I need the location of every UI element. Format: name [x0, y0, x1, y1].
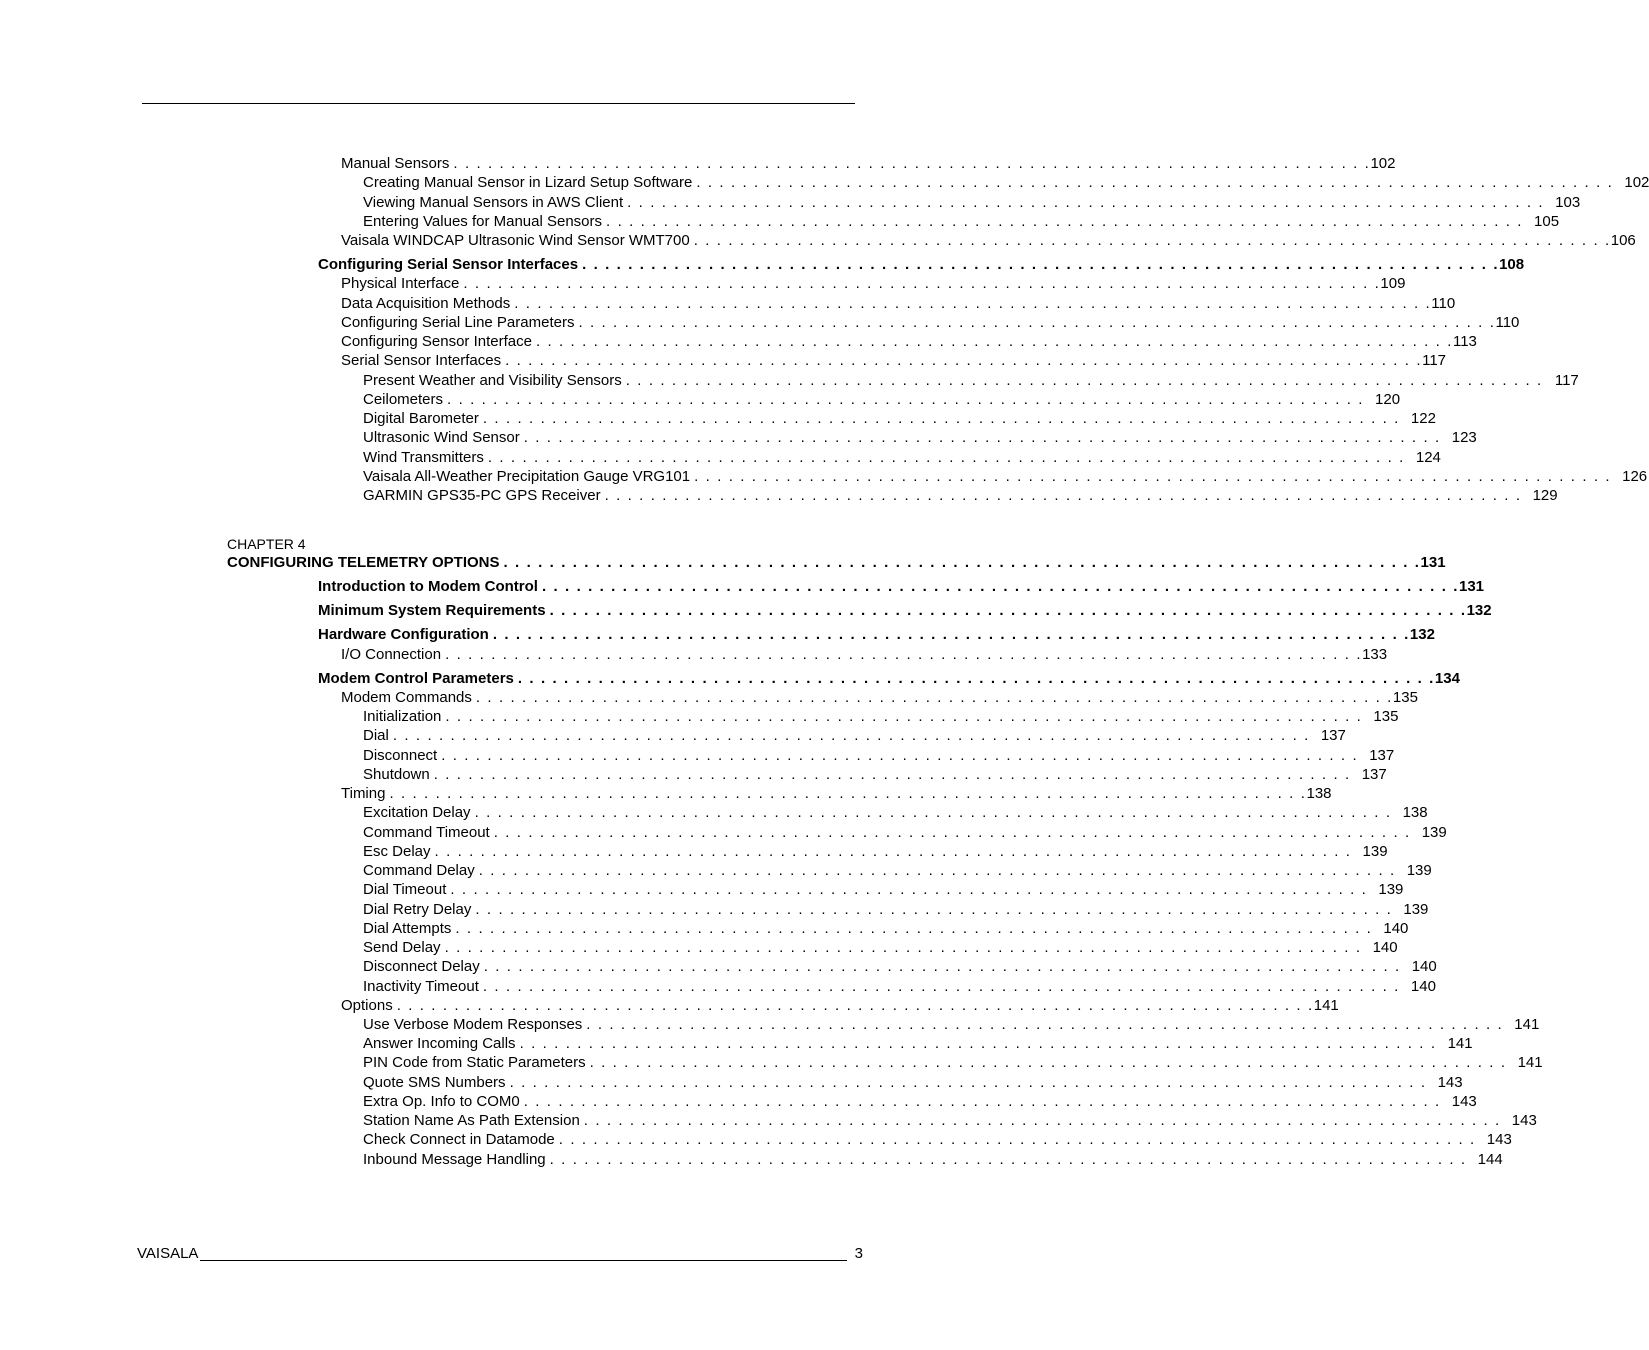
dot-leader: . . . . . . . . . . . . . . . . . . . . . . . . . . . . . . . . . . . . . . . . . . . . . . . . . . . . . . . . . . . . . . . . . . . . . . . . . . . . . . . . [519, 1035, 1437, 1052]
entry-title: Disconnect Delay [363, 958, 480, 975]
subsubsection-entry[interactable] [363, 861, 1432, 880]
dot-leader: . . . . . . . . . . . . . . . . . . . . . . . . . . . . . . . . . . . . . . . . . . . . . . . . . . . . . . . . . . . . . . . . . . . . . . . . . . . . . . . . [589, 1054, 1507, 1071]
entry-page-number: 113 [1452, 333, 1477, 350]
entry-page-number: 139 [1406, 862, 1432, 879]
entry-page-number: 141 [1514, 1016, 1540, 1033]
dot-leader: . . . . . . . . . . . . . . . . . . . . . . . . . . . . . . . . . . . . . . . . . . . . . . . . . . . . . . . . . . . . . . . . . . . . . . . . . . . . . . . . [433, 766, 1351, 783]
entry-page-number: 108 [1499, 256, 1525, 273]
subsection-entry[interactable] [341, 294, 1456, 313]
dot-leader: . . . . . . . . . . . . . . . . . . . . . . . . . . . . . . . . . . . . . . . . . . . . . . . . . . . . . . . . . . . . . . . . . . . . . . . . . . . . . . . . [450, 881, 1368, 898]
dot-leader: . . . . . . . . . . . . . . . . . . . . . . . . . . . . . . . . . . . . . . . . . . . . . . . . . . . . . . . . . . . . . . . . . . . . . . . . . . . . . . . . [487, 449, 1405, 466]
entry-page-number: 131 [1420, 554, 1446, 571]
entry-title: Configuring Sensor Interface [341, 333, 532, 350]
entry-title: Data Acquisition Methods [341, 295, 511, 312]
subsection-entry[interactable] [341, 996, 1339, 1015]
entry-page-number: 140 [1383, 920, 1409, 937]
entry-title: Hardware Configuration [318, 626, 489, 643]
entry-title: Answer Incoming Calls [363, 1035, 516, 1052]
entry-title: Dial [363, 727, 389, 744]
entry-title: Options [341, 997, 393, 1014]
dot-leader: . . . . . . . . . . . . . . . . . . . . . . . . . . . . . . . . . . . . . . . . . . . . . . . . . . . . . . . . . . . . . . . . . . . . . . . . . . . . . . . . [392, 727, 1310, 744]
subsubsection-entry[interactable] [363, 842, 1388, 861]
dot-leader: . . . . . . . . . . . . . . . . . . . . . . . . . . . . . . . . . . . . . . . . . . . . . . . . . . . . . . . . . . . . . . . . . . . . . . . . . . . . . . . . [558, 1131, 1476, 1148]
dot-leader: . . . . . . . . . . . . . . . . . . . . . . . . . . . . . . . . . . . . . . . . . . . . . . . . . . . . . . . . . . . . . . . . . . . . . . . . . . . . . . . . [604, 487, 1522, 504]
dot-leader: . . . . . . . . . . . . . . . . . . . . . . . . . . . . . . . . . . . . . . . . . . . . . . . . . . . . . . . . . . . . . . . . . . . . . . . . . . . . . . . . [444, 939, 1362, 956]
dot-leader: . . . . . . . . . . . . . . . . . . . . . . . . . . . . . . . . . . . . . . . . . . . . . . . . . . . . . . . . . . . . . . . . . . . . . . . . . . . . . . . . [483, 958, 1401, 975]
entry-title: Creating Manual Sensor in Lizard Setup Software [363, 174, 693, 191]
dot-leader: . . . . . . . . . . . . . . . . . . . . . . . . . . . . . . . . . . . . . . . . . . . . . . . . . . . . . . . . . . . . . . . . . . . . . . . . . . . . . . . . [475, 689, 1393, 706]
subsubsection-entry[interactable] [363, 1111, 1537, 1130]
entry-page-number: 124 [1415, 449, 1441, 466]
subsubsection-entry[interactable] [363, 823, 1447, 842]
subsubsection-entry[interactable] [363, 765, 1387, 784]
entry-page-number: 102 [1370, 155, 1396, 172]
dot-leader: . . . . . . . . . . . . . . . . . . . . . . . . . . . . . . . . . . . . . . . . . . . . . . . . . . . . . . . . . . . . . . . . . . . . . . . . . . . . . . . . [514, 295, 1432, 312]
entry-title: Serial Sensor Interfaces [341, 352, 502, 369]
entry-title: Minimum System Requirements [318, 602, 546, 619]
page-number: 3 [854, 1245, 863, 1262]
entry-title: Manual Sensors [341, 155, 450, 172]
entry-title: Station Name As Path Extension [363, 1112, 580, 1129]
section-entry[interactable] [318, 625, 1435, 644]
dot-leader: . . . . . . . . . . . . . . . . . . . . . . . . . . . . . . . . . . . . . . . . . . . . . . . . . . . . . . . . . . . . . . . . . . . . . . . . . . . . . . . . [693, 232, 1611, 249]
dot-leader: . . . . . . . . . . . . . . . . . . . . . . . . . . . . . . . . . . . . . . . . . . . . . . . . . . . . . . . . . . . . . . . . . . . . . . . . . . . . . . . . [627, 194, 1545, 211]
dot-leader: . . . . . . . . . . . . . . . . . . . . . . . . . . . . . . . . . . . . . . . . . . . . . . . . . . . . . . . . . . . . . . . . . . . . . . . . . . . . . . . . [535, 333, 1453, 350]
entry-page-number: 137 [1320, 727, 1346, 744]
subsection-entry[interactable] [341, 313, 1520, 332]
chapter-label: CHAPTER 4 [227, 536, 306, 552]
dot-leader: . . . . . . . . . . . . . . . . . . . . . . . . . . . . . . . . . . . . . . . . . . . . . . . . . . . . . . . . . . . . . . . . . . . . . . . . . . . . . . . . [492, 626, 1410, 643]
section-entry[interactable] [318, 577, 1485, 596]
dot-leader: . . . . . . . . . . . . . . . . . . . . . . . . . . . . . . . . . . . . . . . . . . . . . . . . . . . . . . . . . . . . . . . . . . . . . . . . . . . . . . . . [505, 352, 1423, 369]
dot-leader: . . . . . . . . . . . . . . . . . . . . . . . . . . . . . . . . . . . . . . . . . . . . . . . . . . . . . . . . . . . . . . . . . . . . . . . . . . . . . . . . [389, 785, 1307, 802]
entry-title: Shutdown [363, 766, 430, 783]
entry-page-number: 141 [1313, 997, 1339, 1014]
entry-page-number: 138 [1306, 785, 1332, 802]
subsubsection-entry[interactable] [363, 803, 1428, 822]
dot-leader: . . . . . . . . . . . . . . . . . . . . . . . . . . . . . . . . . . . . . . . . . . . . . . . . . . . . . . . . . . . . . . . . . . . . . . . . . . . . . . . . [503, 554, 1421, 571]
dot-leader: . . . . . . . . . . . . . . . . . . . . . . . . . . . . . . . . . . . . . . . . . . . . . . . . . . . . . . . . . . . . . . . . . . . . . . . . . . . . . . . . [586, 1016, 1504, 1033]
footer-brand: VAISALA [137, 1245, 199, 1262]
entry-title: Ceilometers [363, 391, 444, 408]
subsection-entry[interactable] [341, 688, 1418, 707]
entry-page-number: 103 [1555, 194, 1581, 211]
subsubsection-entry[interactable] [363, 1150, 1503, 1169]
subsubsection-entry[interactable] [363, 467, 1648, 486]
entry-page-number: 129 [1532, 487, 1558, 504]
dot-leader: . . . . . . . . . . . . . . . . . . . . . . . . . . . . . . . . . . . . . . . . . . . . . . . . . . . . . . . . . . . . . . . . . . . . . . . . . . . . . . . . [509, 1074, 1427, 1091]
subsubsection-entry[interactable] [363, 977, 1436, 996]
dot-leader: . . . . . . . . . . . . . . . . . . . . . . . . . . . . . . . . . . . . . . . . . . . . . . . . . . . . . . . . . . . . . . . . . . . . . . . . . . . . . . . . [694, 468, 1612, 485]
dot-leader: . . . . . . . . . . . . . . . . . . . . . . . . . . . . . . . . . . . . . . . . . . . . . . . . . . . . . . . . . . . . . . . . . . . . . . . . . . . . . . . . [453, 155, 1371, 172]
entry-page-number: 123 [1451, 429, 1477, 446]
entry-title: Dial Retry Delay [363, 901, 472, 918]
entry-title: Timing [341, 785, 386, 802]
subsubsection-entry[interactable] [363, 1015, 1540, 1034]
entry-title: GARMIN GPS35-PC GPS Receiver [363, 487, 601, 504]
dot-leader: . . . . . . . . . . . . . . . . . . . . . . . . . . . . . . . . . . . . . . . . . . . . . . . . . . . . . . . . . . . . . . . . . . . . . . . . . . . . . . . . [474, 804, 1392, 821]
dot-leader: . . . . . . . . . . . . . . . . . . . . . . . . . . . . . . . . . . . . . . . . . . . . . . . . . . . . . . . . . . . . . . . . . . . . . . . . . . . . . . . . [463, 275, 1381, 292]
entry-page-number: 106 [1610, 232, 1636, 249]
subsubsection-entry[interactable] [363, 409, 1436, 428]
entry-page-number: 140 [1410, 978, 1436, 995]
entry-title: Excitation Delay [363, 804, 471, 821]
entry-page-number: 140 [1372, 939, 1398, 956]
entry-page-number: 139 [1403, 901, 1429, 918]
entry-page-number: 141 [1517, 1054, 1543, 1071]
entry-page-number: 137 [1361, 766, 1387, 783]
dot-leader: . . . . . . . . . . . . . . . . . . . . . . . . . . . . . . . . . . . . . . . . . . . . . . . . . . . . . . . . . . . . . . . . . . . . . . . . . . . . . . . . [583, 1112, 1501, 1129]
entry-page-number: 132 [1409, 626, 1435, 643]
dot-leader: . . . . . . . . . . . . . . . . . . . . . . . . . . . . . . . . . . . . . . . . . . . . . . . . . . . . . . . . . . . . . . . . . . . . . . . . . . . . . . . . [523, 429, 1441, 446]
section-entry[interactable] [318, 255, 1525, 274]
entry-title: Modem Control Parameters [318, 670, 514, 687]
entry-page-number: 110 [1495, 314, 1520, 331]
entry-title: CONFIGURING TELEMETRY OPTIONS [227, 554, 500, 571]
dot-leader: . . . . . . . . . . . . . . . . . . . . . . . . . . . . . . . . . . . . . . . . . . . . . . . . . . . . . . . . . . . . . . . . . . . . . . . . . . . . . . . . [455, 920, 1373, 937]
dot-leader: . . . . . . . . . . . . . . . . . . . . . . . . . . . . . . . . . . . . . . . . . . . . . . . . . . . . . . . . . . . . . . . . . . . . . . . . . . . . . . . . [396, 997, 1314, 1014]
dot-leader: . . . . . . . . . . . . . . . . . . . . . . . . . . . . . . . . . . . . . . . . . . . . . . . . . . . . . . . . . . . . . . . . . . . . . . . . . . . . . . . . [625, 372, 1543, 389]
dot-leader: . . . . . . . . . . . . . . . . . . . . . . . . . . . . . . . . . . . . . . . . . . . . . . . . . . . . . . . . . . . . . . . . . . . . . . . . . . . . . . . . [434, 843, 1352, 860]
entry-page-number: 117 [1554, 372, 1579, 389]
dot-leader: . . . . . . . . . . . . . . . . . . . . . . . . . . . . . . . . . . . . . . . . . . . . . . . . . . . . . . . . . . . . . . . . . . . . . . . . . . . . . . . . [478, 862, 1396, 879]
entry-page-number: 143 [1511, 1112, 1537, 1129]
entry-title: PIN Code from Static Parameters [363, 1054, 586, 1071]
entry-page-number: 138 [1402, 804, 1428, 821]
subsection-entry[interactable] [341, 154, 1396, 173]
dot-leader: . . . . . . . . . . . . . . . . . . . . . . . . . . . . . . . . . . . . . . . . . . . . . . . . . . . . . . . . . . . . . . . . . . . . . . . . . . . . . . . . [606, 213, 1524, 230]
entry-title: Introduction to Modem Control [318, 578, 538, 595]
subsubsection-entry[interactable] [363, 371, 1579, 390]
subsection-entry[interactable] [341, 231, 1636, 250]
entry-title: Present Weather and Visibility Sensors [363, 372, 622, 389]
entry-page-number: 135 [1373, 708, 1399, 725]
entry-title: Command Delay [363, 862, 475, 879]
entry-page-number: 133 [1362, 646, 1388, 663]
entry-title: Check Connect in Datamode [363, 1131, 555, 1148]
dot-leader: . . . . . . . . . . . . . . . . . . . . . . . . . . . . . . . . . . . . . . . . . . . . . . . . . . . . . . . . . . . . . . . . . . . . . . . . . . . . . . . . [549, 602, 1467, 619]
dot-leader: . . . . . . . . . . . . . . . . . . . . . . . . . . . . . . . . . . . . . . . . . . . . . . . . . . . . . . . . . . . . . . . . . . . . . . . . . . . . . . . . [541, 578, 1459, 595]
entry-page-number: 137 [1369, 747, 1395, 764]
entry-title: Wind Transmitters [363, 449, 484, 466]
entry-page-number: 102 [1624, 174, 1649, 191]
entry-title: Quote SMS Numbers [363, 1074, 506, 1091]
dot-leader: . . . . . . . . . . . . . . . . . . . . . . . . . . . . . . . . . . . . . . . . . . . . . . . . . . . . . . . . . . . . . . . . . . . . . . . . . . . . . . . . [517, 670, 1435, 687]
entry-title: Command Timeout [363, 824, 490, 841]
entry-title: Esc Delay [363, 843, 431, 860]
dot-leader: . . . . . . . . . . . . . . . . . . . . . . . . . . . . . . . . . . . . . . . . . . . . . . . . . . . . . . . . . . . . . . . . . . . . . . . . . . . . . . . . [447, 391, 1365, 408]
entry-page-number: 139 [1362, 843, 1388, 860]
entry-page-number: 140 [1411, 958, 1437, 975]
entry-title: Initialization [363, 708, 442, 725]
subsubsection-entry[interactable] [363, 957, 1437, 976]
entry-title: Use Verbose Modem Responses [363, 1016, 583, 1033]
entry-page-number: 131 [1459, 578, 1485, 595]
subsection-entry[interactable] [341, 332, 1477, 351]
subsubsection-entry[interactable] [363, 707, 1399, 726]
entry-title: Dial Attempts [363, 920, 452, 937]
entry-title: I/O Connection [341, 646, 442, 663]
entry-title: Inbound Message Handling [363, 1151, 546, 1168]
entry-page-number: 105 [1534, 213, 1560, 230]
subsubsection-entry[interactable] [363, 1130, 1512, 1149]
subsection-entry[interactable] [341, 784, 1332, 803]
entry-page-number: 144 [1477, 1151, 1503, 1168]
entry-page-number: 126 [1622, 468, 1648, 485]
subsubsection-entry[interactable] [363, 390, 1401, 409]
section-entry[interactable] [318, 601, 1492, 620]
subsection-entry[interactable] [341, 274, 1406, 293]
subsubsection-entry[interactable] [363, 726, 1346, 745]
subsubsection-entry[interactable] [363, 880, 1404, 899]
subsubsection-entry[interactable] [363, 900, 1429, 919]
entry-page-number: 143 [1437, 1074, 1463, 1091]
chapter-entry[interactable] [227, 553, 1446, 572]
subsubsection-entry[interactable] [363, 486, 1558, 505]
subsubsection-entry[interactable] [363, 938, 1398, 957]
dot-leader: . . . . . . . . . . . . . . . . . . . . . . . . . . . . . . . . . . . . . . . . . . . . . . . . . . . . . . . . . . . . . . . . . . . . . . . . . . . . . . . . [482, 978, 1400, 995]
subsubsection-entry[interactable] [363, 746, 1395, 765]
subsection-entry[interactable] [341, 351, 1447, 370]
dot-leader: . . . . . . . . . . . . . . . . . . . . . . . . . . . . . . . . . . . . . . . . . . . . . . . . . . . . . . . . . . . . . . . . . . . . . . . . . . . . . . . . [578, 314, 1496, 331]
entry-title: Inactivity Timeout [363, 978, 479, 995]
subsubsection-entry[interactable] [363, 448, 1441, 467]
entry-title: Vaisala WINDCAP Ultrasonic Wind Sensor WMT700 [341, 232, 690, 249]
entry-page-number: 120 [1375, 391, 1401, 408]
footer-rule [200, 1260, 846, 1261]
entry-title: Extra Op. Info to COM0 [363, 1093, 520, 1110]
dot-leader: . . . . . . . . . . . . . . . . . . . . . . . . . . . . . . . . . . . . . . . . . . . . . . . . . . . . . . . . . . . . . . . . . . . . . . . . . . . . . . . . [523, 1093, 1441, 1110]
entry-title: Disconnect [363, 747, 438, 764]
entry-page-number: 143 [1451, 1093, 1477, 1110]
entry-page-number: 143 [1486, 1131, 1512, 1148]
section-entry[interactable] [318, 669, 1460, 688]
entry-page-number: 141 [1447, 1035, 1473, 1052]
page-footer [137, 1243, 863, 1263]
entry-page-number: 134 [1434, 670, 1460, 687]
entry-page-number: 135 [1392, 689, 1418, 706]
dot-leader: . . . . . . . . . . . . . . . . . . . . . . . . . . . . . . . . . . . . . . . . . . . . . . . . . . . . . . . . . . . . . . . . . . . . . . . . . . . . . . . . [493, 824, 1411, 841]
entry-title: Viewing Manual Sensors in AWS Client [363, 194, 624, 211]
entry-title: Digital Barometer [363, 410, 479, 427]
entry-title: Vaisala All-Weather Precipitation Gauge VRG101 [363, 468, 691, 485]
subsubsection-entry[interactable] [363, 1034, 1473, 1053]
entry-title: Modem Commands [341, 689, 472, 706]
dot-leader: . . . . . . . . . . . . . . . . . . . . . . . . . . . . . . . . . . . . . . . . . . . . . . . . . . . . . . . . . . . . . . . . . . . . . . . . . . . . . . . . [475, 901, 1393, 918]
subsubsection-entry[interactable] [363, 1092, 1477, 1111]
entry-page-number: 122 [1410, 410, 1436, 427]
entry-page-number: 132 [1466, 602, 1492, 619]
entry-title: Send Delay [363, 939, 441, 956]
subsubsection-entry[interactable] [363, 173, 1649, 192]
subsection-entry[interactable] [341, 645, 1388, 664]
dot-leader: . . . . . . . . . . . . . . . . . . . . . . . . . . . . . . . . . . . . . . . . . . . . . . . . . . . . . . . . . . . . . . . . . . . . . . . . . . . . . . . . [441, 747, 1359, 764]
dot-leader: . . . . . . . . . . . . . . . . . . . . . . . . . . . . . . . . . . . . . . . . . . . . . . . . . . . . . . . . . . . . . . . . . . . . . . . . . . . . . . . . [696, 174, 1614, 191]
subsubsection-entry[interactable] [363, 212, 1560, 231]
dot-leader: . . . . . . . . . . . . . . . . . . . . . . . . . . . . . . . . . . . . . . . . . . . . . . . . . . . . . . . . . . . . . . . . . . . . . . . . . . . . . . . . [445, 708, 1363, 725]
entry-title: Dial Timeout [363, 881, 447, 898]
dot-leader: . . . . . . . . . . . . . . . . . . . . . . . . . . . . . . . . . . . . . . . . . . . . . . . . . . . . . . . . . . . . . . . . . . . . . . . . . . . . . . . . [482, 410, 1400, 427]
entry-page-number: 139 [1378, 881, 1404, 898]
dot-leader: . . . . . . . . . . . . . . . . . . . . . . . . . . . . . . . . . . . . . . . . . . . . . . . . . . . . . . . . . . . . . . . . . . . . . . . . . . . . . . . . [445, 646, 1363, 663]
subsubsection-entry[interactable] [363, 919, 1409, 938]
entry-page-number: 109 [1380, 275, 1406, 292]
subsubsection-entry[interactable] [363, 193, 1581, 212]
entry-title: Entering Values for Manual Sensors [363, 213, 603, 230]
entry-title: Configuring Serial Line Parameters [341, 314, 575, 331]
subsubsection-entry[interactable] [363, 1073, 1463, 1092]
dot-leader: . . . . . . . . . . . . . . . . . . . . . . . . . . . . . . . . . . . . . . . . . . . . . . . . . . . . . . . . . . . . . . . . . . . . . . . . . . . . . . . . [582, 256, 1500, 273]
entry-title: Ultrasonic Wind Sensor [363, 429, 520, 446]
subsubsection-entry[interactable] [363, 1053, 1543, 1072]
dot-leader: . . . . . . . . . . . . . . . . . . . . . . . . . . . . . . . . . . . . . . . . . . . . . . . . . . . . . . . . . . . . . . . . . . . . . . . . . . . . . . . . [549, 1151, 1467, 1168]
entry-page-number: 117 [1422, 352, 1447, 369]
entry-page-number: 139 [1421, 824, 1447, 841]
entry-title: Physical Interface [341, 275, 460, 292]
entry-title: Configuring Serial Sensor Interfaces [318, 256, 579, 273]
entry-page-number: 110 [1431, 295, 1456, 312]
subsubsection-entry[interactable] [363, 428, 1477, 447]
